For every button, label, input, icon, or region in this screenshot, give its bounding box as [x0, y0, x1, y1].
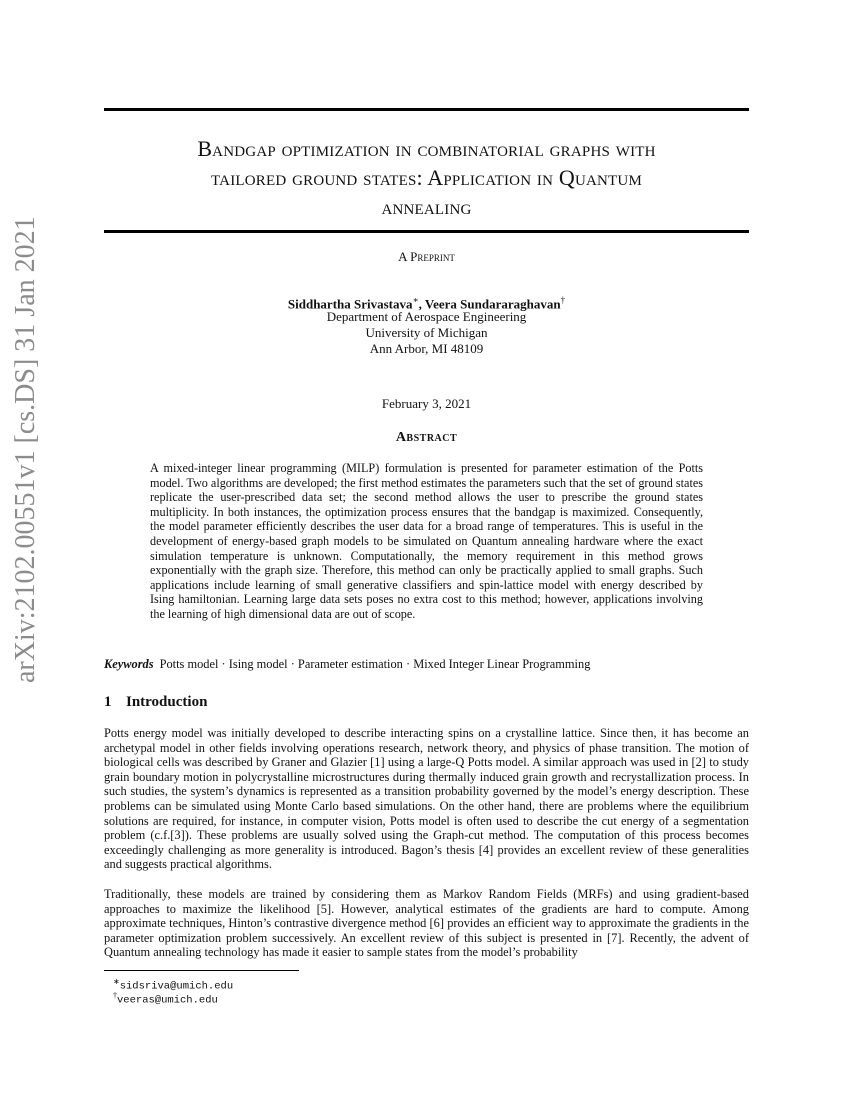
footnote-marker: †	[560, 295, 566, 305]
body-paragraph: Potts energy model was initially developed to describe interacting spins on a crystalline lattice. Since then, it has become an archetypal model in other fields involving operations research, network theory, and physics of phase transition. The motion of biological cells was described by Graner and Glazier [1] using a large-Q Potts model. A similar approach was used in [2] to study grain boundary motion in polycrystalline microstructures during thermally induced grain growth and recrystallization process. In such studies, the system’s dynamics is represented as a transition probability governed by the model’s energy description. These problems can be simulated using Monte Carlo based simulations. On the other hand, there are problems where the equilibrium solutions are required, for instance, in computer vision, Potts model is often used to describe the cut energy of a segmentation problem (c.f.[3]). These problems are usually solved using the Graph-cut method. The computation of this process becomes exceedingly challenging as more generality is introduced. Bagon’s thesis [4] provides an excellent review of these generalities and suggests practical algorithms.	[104, 726, 749, 872]
title-bottom-rule	[104, 230, 749, 233]
university: University of Michigan	[365, 325, 488, 340]
title-line: Bandgap optimization in combinatorial graphs with	[197, 136, 656, 161]
section-number: 1	[104, 694, 112, 710]
footnote-marker: †	[113, 991, 117, 1000]
footnote	[113, 989, 218, 1008]
preprint-label: A Preprint	[398, 249, 455, 264]
section-title: Introduction	[126, 694, 208, 710]
keywords-text: Potts model · Ising model · Parameter estimation · Mixed Integer Linear Programming	[159, 657, 591, 671]
department: Department of Aerospace Engineering	[326, 309, 527, 324]
affiliation	[104, 309, 749, 357]
title-line: annealing	[381, 194, 472, 219]
abstract-text: A mixed-integer linear programming (MILP) formulation is presented for parameter estimation of the Potts model. Two algorithms are developed; the first method estimates the parameters such that the set of ground states replicate the user-prescribed data set; the second method allows the user to prescribe the ground states multiplicity. In both instances, the optimization process ensures that the bandgap is maximized. Consequently, the model parameter efficiently describes the user data for a broad range of temperatures. This is useful in the development of energy-based graph models to be simulated on Quantum annealing hardware where the exact simulation temperature is unknown. Computationally, the memory requirement in this method grows exponentially with the graph size. Therefore, this method can only be practically applied to small graphs. Such applications include learning of small generative classifiers and spin-lattice model with energy described by Ising hamiltonian. Learning large data sets poses no extra cost to this method; however, applications involving the learning of high dimensional data are out of scope.	[150, 461, 703, 621]
keywords	[104, 657, 749, 672]
arxiv-identifier: arXiv:2102.00551v1 [cs.DS] 31 Jan 2021	[10, 216, 41, 683]
publication-date: February 3, 2021	[381, 396, 472, 411]
footnote-marker: ∗	[113, 977, 120, 986]
paper-title	[104, 134, 749, 221]
email-link[interactable]: veeras@umich.edu	[117, 994, 218, 1007]
city: Ann Arbor, MI 48109	[369, 341, 484, 356]
section-heading	[104, 694, 749, 711]
footnote-rule	[104, 970, 299, 971]
body-paragraph: Traditionally, these models are trained by considering them as Markov Random Fields (MRFs) and using gradient-based approaches to maximize the likelihood [5]. However, analytical estimates of the gradients are hard to compute. Among approximate techniques, Hinton’s contrastive divergence method [6] provides an efficient way to approximate the gradients in the parameter optimization problem successively. An excellent review of this subject is presented in [7]. Recently, the advent of Quantum annealing technology has made it easier to sample states from the model’s probability	[104, 887, 749, 960]
keywords-label: Keywords	[104, 657, 154, 671]
footnote-marker: ∗	[412, 295, 419, 305]
email-link[interactable]: sidsriva@umich.edu	[119, 980, 234, 993]
author-name: Siddhartha Srivastava	[287, 296, 413, 312]
abstract-heading: Abstract	[395, 430, 458, 445]
title-line: tailored ground states: Application in Quantum	[211, 165, 642, 190]
author-list: Siddhartha Srivastava∗, Veera Sundararaghavan†	[287, 295, 566, 312]
title-top-rule	[104, 108, 749, 111]
author-name: Veera Sundararaghavan	[424, 296, 561, 312]
